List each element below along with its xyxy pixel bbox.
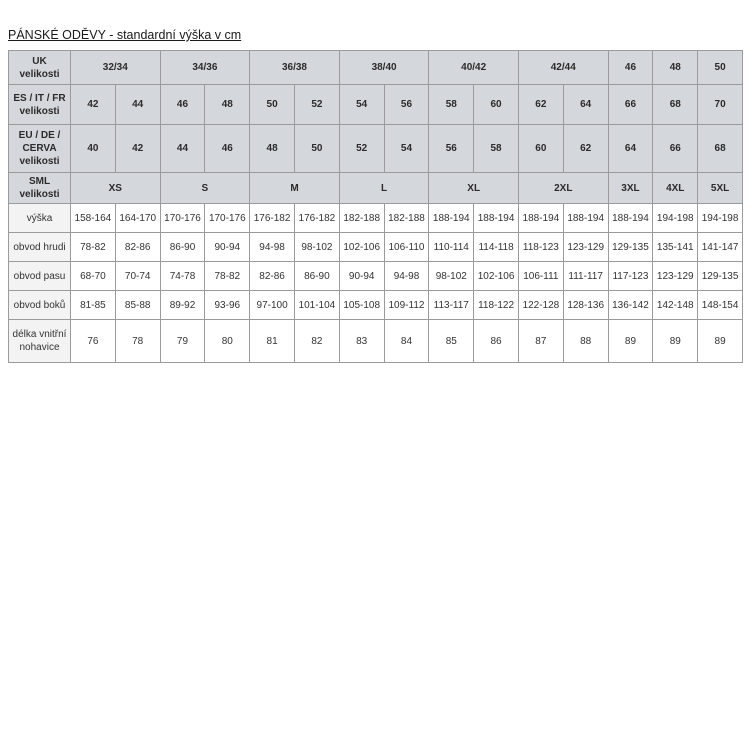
header-cell: S	[160, 173, 250, 204]
data-cell: 89-92	[160, 291, 205, 320]
header-cell: 52	[294, 85, 339, 125]
data-cell: 164-170	[115, 204, 160, 233]
data-cell: 142-148	[653, 291, 698, 320]
data-cell: 188-194	[608, 204, 653, 233]
data-row-label: výška	[9, 204, 71, 233]
header-row	[9, 85, 743, 125]
data-cell: 102-106	[474, 262, 519, 291]
data-cell: 148-154	[698, 291, 743, 320]
header-cell: 62	[518, 85, 563, 125]
data-cell: 78-82	[205, 262, 250, 291]
data-row	[9, 204, 743, 233]
size-chart-table	[8, 50, 743, 363]
data-cell: 78	[115, 320, 160, 363]
data-cell: 90-94	[205, 233, 250, 262]
data-cell: 76	[71, 320, 116, 363]
data-cell: 111-117	[563, 262, 608, 291]
header-cell: 54	[339, 85, 384, 125]
header-cell: 46	[608, 51, 653, 85]
header-cell: 60	[474, 85, 519, 125]
data-cell: 79	[160, 320, 205, 363]
header-cell: 62	[563, 125, 608, 173]
data-row-label: délka vnitřní nohavice	[9, 320, 71, 363]
header-cell: 34/36	[160, 51, 250, 85]
header-row	[9, 173, 743, 204]
data-cell: 117-123	[608, 262, 653, 291]
header-cell: 3XL	[608, 173, 653, 204]
header-cell: 2XL	[518, 173, 608, 204]
header-cell: 42	[115, 125, 160, 173]
data-cell: 194-198	[698, 204, 743, 233]
data-cell: 114-118	[474, 233, 519, 262]
header-cell: 68	[698, 125, 743, 173]
header-row-label: UK velikosti	[9, 51, 71, 85]
header-cell: 66	[608, 85, 653, 125]
data-cell: 78-82	[71, 233, 116, 262]
header-cell: 42	[71, 85, 116, 125]
header-cell: 48	[653, 51, 698, 85]
data-cell: 80	[205, 320, 250, 363]
header-row	[9, 125, 743, 173]
data-cell: 182-188	[384, 204, 429, 233]
data-cell: 89	[608, 320, 653, 363]
size-table-body	[9, 51, 743, 363]
header-cell: 56	[429, 125, 474, 173]
data-row-label: obvod hrudi	[9, 233, 71, 262]
data-cell: 106-111	[518, 262, 563, 291]
header-cell: 36/38	[250, 51, 340, 85]
data-row-label: obvod boků	[9, 291, 71, 320]
data-cell: 158-164	[71, 204, 116, 233]
header-cell: 40/42	[429, 51, 519, 85]
header-cell: 50	[698, 51, 743, 85]
data-cell: 83	[339, 320, 384, 363]
data-cell: 136-142	[608, 291, 653, 320]
data-cell: 110-114	[429, 233, 474, 262]
data-cell: 85	[429, 320, 474, 363]
data-cell: 97-100	[250, 291, 295, 320]
data-cell: 70-74	[115, 262, 160, 291]
data-cell: 85-88	[115, 291, 160, 320]
data-cell: 118-122	[474, 291, 519, 320]
header-cell: 48	[205, 85, 250, 125]
data-cell: 94-98	[384, 262, 429, 291]
header-cell: 58	[429, 85, 474, 125]
header-cell: 42/44	[518, 51, 608, 85]
data-cell: 129-135	[698, 262, 743, 291]
data-cell: 98-102	[294, 233, 339, 262]
header-cell: 54	[384, 125, 429, 173]
data-cell: 101-104	[294, 291, 339, 320]
data-cell: 176-182	[294, 204, 339, 233]
header-cell: 5XL	[698, 173, 743, 204]
header-cell: XL	[429, 173, 519, 204]
data-cell: 82-86	[250, 262, 295, 291]
data-row	[9, 320, 743, 363]
data-cell: 68-70	[71, 262, 116, 291]
data-cell: 122-128	[518, 291, 563, 320]
data-cell: 135-141	[653, 233, 698, 262]
data-cell: 106-110	[384, 233, 429, 262]
header-cell: 66	[653, 125, 698, 173]
data-cell: 123-129	[653, 262, 698, 291]
data-cell: 128-136	[563, 291, 608, 320]
header-cell: 56	[384, 85, 429, 125]
header-cell: 32/34	[71, 51, 161, 85]
data-cell: 188-194	[474, 204, 519, 233]
data-cell: 82	[294, 320, 339, 363]
header-cell: XS	[71, 173, 161, 204]
header-cell: 46	[160, 85, 205, 125]
header-cell: 38/40	[339, 51, 429, 85]
data-cell: 188-194	[518, 204, 563, 233]
data-cell: 98-102	[429, 262, 474, 291]
data-cell: 87	[518, 320, 563, 363]
data-cell: 113-117	[429, 291, 474, 320]
header-cell: 64	[563, 85, 608, 125]
data-cell: 88	[563, 320, 608, 363]
data-cell: 182-188	[339, 204, 384, 233]
data-cell: 94-98	[250, 233, 295, 262]
header-cell: 4XL	[653, 173, 698, 204]
data-row-label: obvod pasu	[9, 262, 71, 291]
data-cell: 170-176	[160, 204, 205, 233]
data-cell: 129-135	[608, 233, 653, 262]
data-row	[9, 291, 743, 320]
data-cell: 188-194	[429, 204, 474, 233]
data-cell: 194-198	[653, 204, 698, 233]
header-cell: 46	[205, 125, 250, 173]
header-cell: 58	[474, 125, 519, 173]
header-cell: L	[339, 173, 429, 204]
data-cell: 81	[250, 320, 295, 363]
header-cell: 52	[339, 125, 384, 173]
page-title: PÁNSKÉ ODĚVY - standardní výška v cm	[8, 28, 242, 42]
data-cell: 84	[384, 320, 429, 363]
header-cell: M	[250, 173, 340, 204]
data-cell: 74-78	[160, 262, 205, 291]
header-cell: 50	[250, 85, 295, 125]
data-cell: 86-90	[294, 262, 339, 291]
data-cell: 90-94	[339, 262, 384, 291]
data-cell: 102-106	[339, 233, 384, 262]
header-row-label: SML velikosti	[9, 173, 71, 204]
data-cell: 176-182	[250, 204, 295, 233]
header-cell: 50	[294, 125, 339, 173]
header-cell: 64	[608, 125, 653, 173]
data-cell: 81-85	[71, 291, 116, 320]
data-cell: 86-90	[160, 233, 205, 262]
page	[0, 0, 750, 371]
data-cell: 170-176	[205, 204, 250, 233]
header-cell: 44	[115, 85, 160, 125]
header-row-label: EU / DE / CERVA velikosti	[9, 125, 71, 173]
data-cell: 89	[698, 320, 743, 363]
data-cell: 141-147	[698, 233, 743, 262]
data-cell: 86	[474, 320, 519, 363]
header-cell: 68	[653, 85, 698, 125]
header-cell: 48	[250, 125, 295, 173]
data-row	[9, 262, 743, 291]
header-cell: 44	[160, 125, 205, 173]
data-row	[9, 233, 743, 262]
data-cell: 109-112	[384, 291, 429, 320]
header-cell: 60	[518, 125, 563, 173]
data-cell: 82-86	[115, 233, 160, 262]
header-cell: 40	[71, 125, 116, 173]
header-cell: 70	[698, 85, 743, 125]
data-cell: 93-96	[205, 291, 250, 320]
header-row-label: ES / IT / FR velikosti	[9, 85, 71, 125]
data-cell: 118-123	[518, 233, 563, 262]
data-cell: 188-194	[563, 204, 608, 233]
header-row	[9, 51, 743, 85]
data-cell: 89	[653, 320, 698, 363]
data-cell: 105-108	[339, 291, 384, 320]
data-cell: 123-129	[563, 233, 608, 262]
